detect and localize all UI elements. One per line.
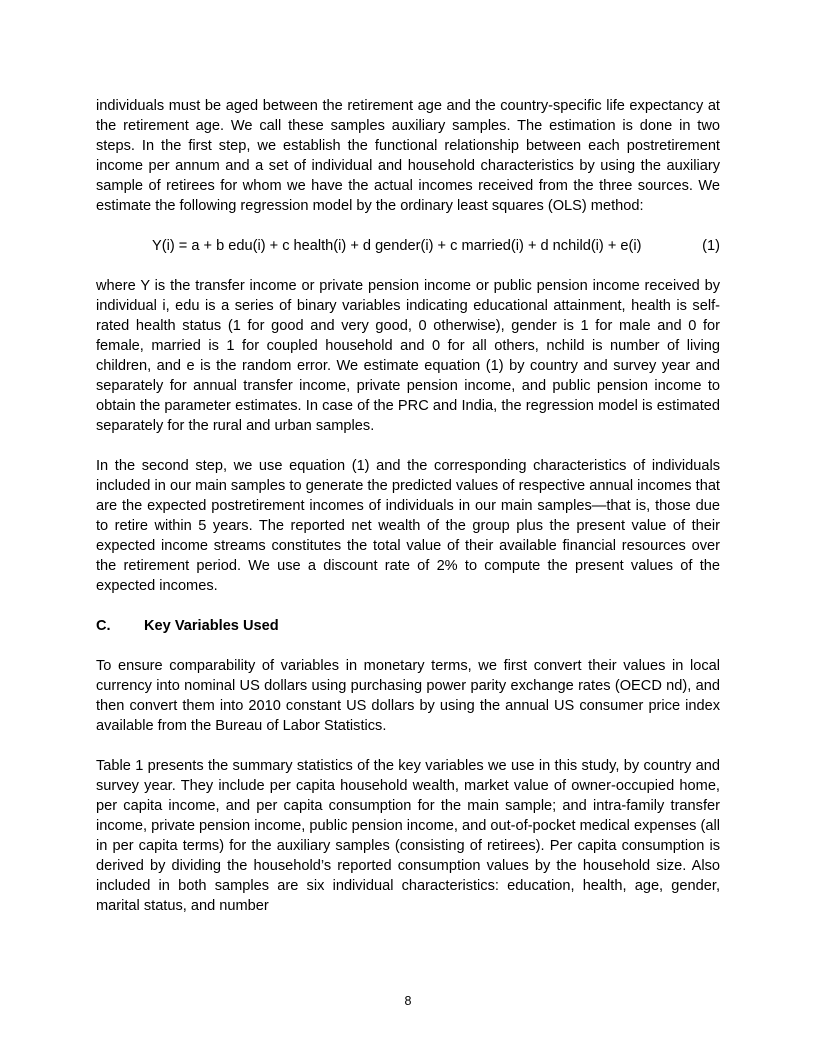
paragraph-variable-definitions: where Y is the transfer income or private pension income or public pension income received by individual i, edu is a series of binary variables indicating educational attainment, health is self-rated health status (1 for good and very good, 0 otherwise), gender is 1 for male and 0 for female, married is 1 for coupled household and 0 for all others, nchild is number of living children, and e is the random error. We estimate equation (1) by country and survey year and separately for annual transfer income, private pension income, and public pension income to obtain the parameter estimates. In case of the PRC and India, the regression model is estimated separately for the rural and urban samples. (96, 278, 720, 434)
page-number: 8 (404, 994, 412, 1008)
paragraph-auxiliary-samples: individuals must be aged between the retirement age and the country-specific life expectancy at the retirement age. We call these samples auxiliary samples. The estimation is done in two steps. In the first step, we establish the functional relationship between each postretirement income per annum and a set of individual and household characteristics by using the auxiliary sample of retirees for whom we have the actual incomes received from the three sources. We estimate the following regression model by the ordinary least squares (OLS) method: (96, 98, 720, 214)
paragraph-second-step: In the second step, we use equation (1) and the corresponding characteristics of individuals included in our main samples to generate the predicted values of respective annual incomes that are the expected postretirement incomes of individuals in our main samples—that is, those due to retire within 5 years. The reported net wealth of the group plus the present value of their expected income streams constitutes the total value of their available financial resources over the retirement period. We use a discount rate of 2% to compute the present values of the expected incomes. (96, 458, 720, 594)
section-number: C. (96, 618, 111, 634)
document-page (96, 96, 720, 936)
equation-text: Y(i) = a + b edu(i) + c health(i) + d gender(i) + c married(i) + d nchild(i) + e(i) (152, 238, 642, 254)
paragraph-currency-conversion: To ensure comparability of variables in monetary terms, we first convert their values in local currency into nominal US dollars using purchasing power parity exchange rates (OECD nd), and then convert them into 2010 constant US dollars by using the annual US consumer price index available from the Bureau of Labor Statistics. (96, 658, 720, 734)
regression-equation (96, 236, 720, 256)
paragraph-summary-statistics: Table 1 presents the summary statistics of the key variables we use in this study, by country and survey year. They include per capita household wealth, market value of owner-occupied home, per capita income, and per capita consumption for the main sample; and intra-family transfer income, private pension income, public pension income, and out-of-pocket medical expenses (all in per capita terms) for the auxiliary samples (consisting of retirees). Per capita consumption is derived by dividing the household’s reported consumption values by the household size. Also included in both samples are six individual characteristics: education, health, age, gender, marital status, and number (96, 758, 720, 914)
section-title: Key Variables Used (144, 618, 279, 634)
equation-number: (1) (702, 238, 720, 254)
section-heading (96, 616, 720, 636)
